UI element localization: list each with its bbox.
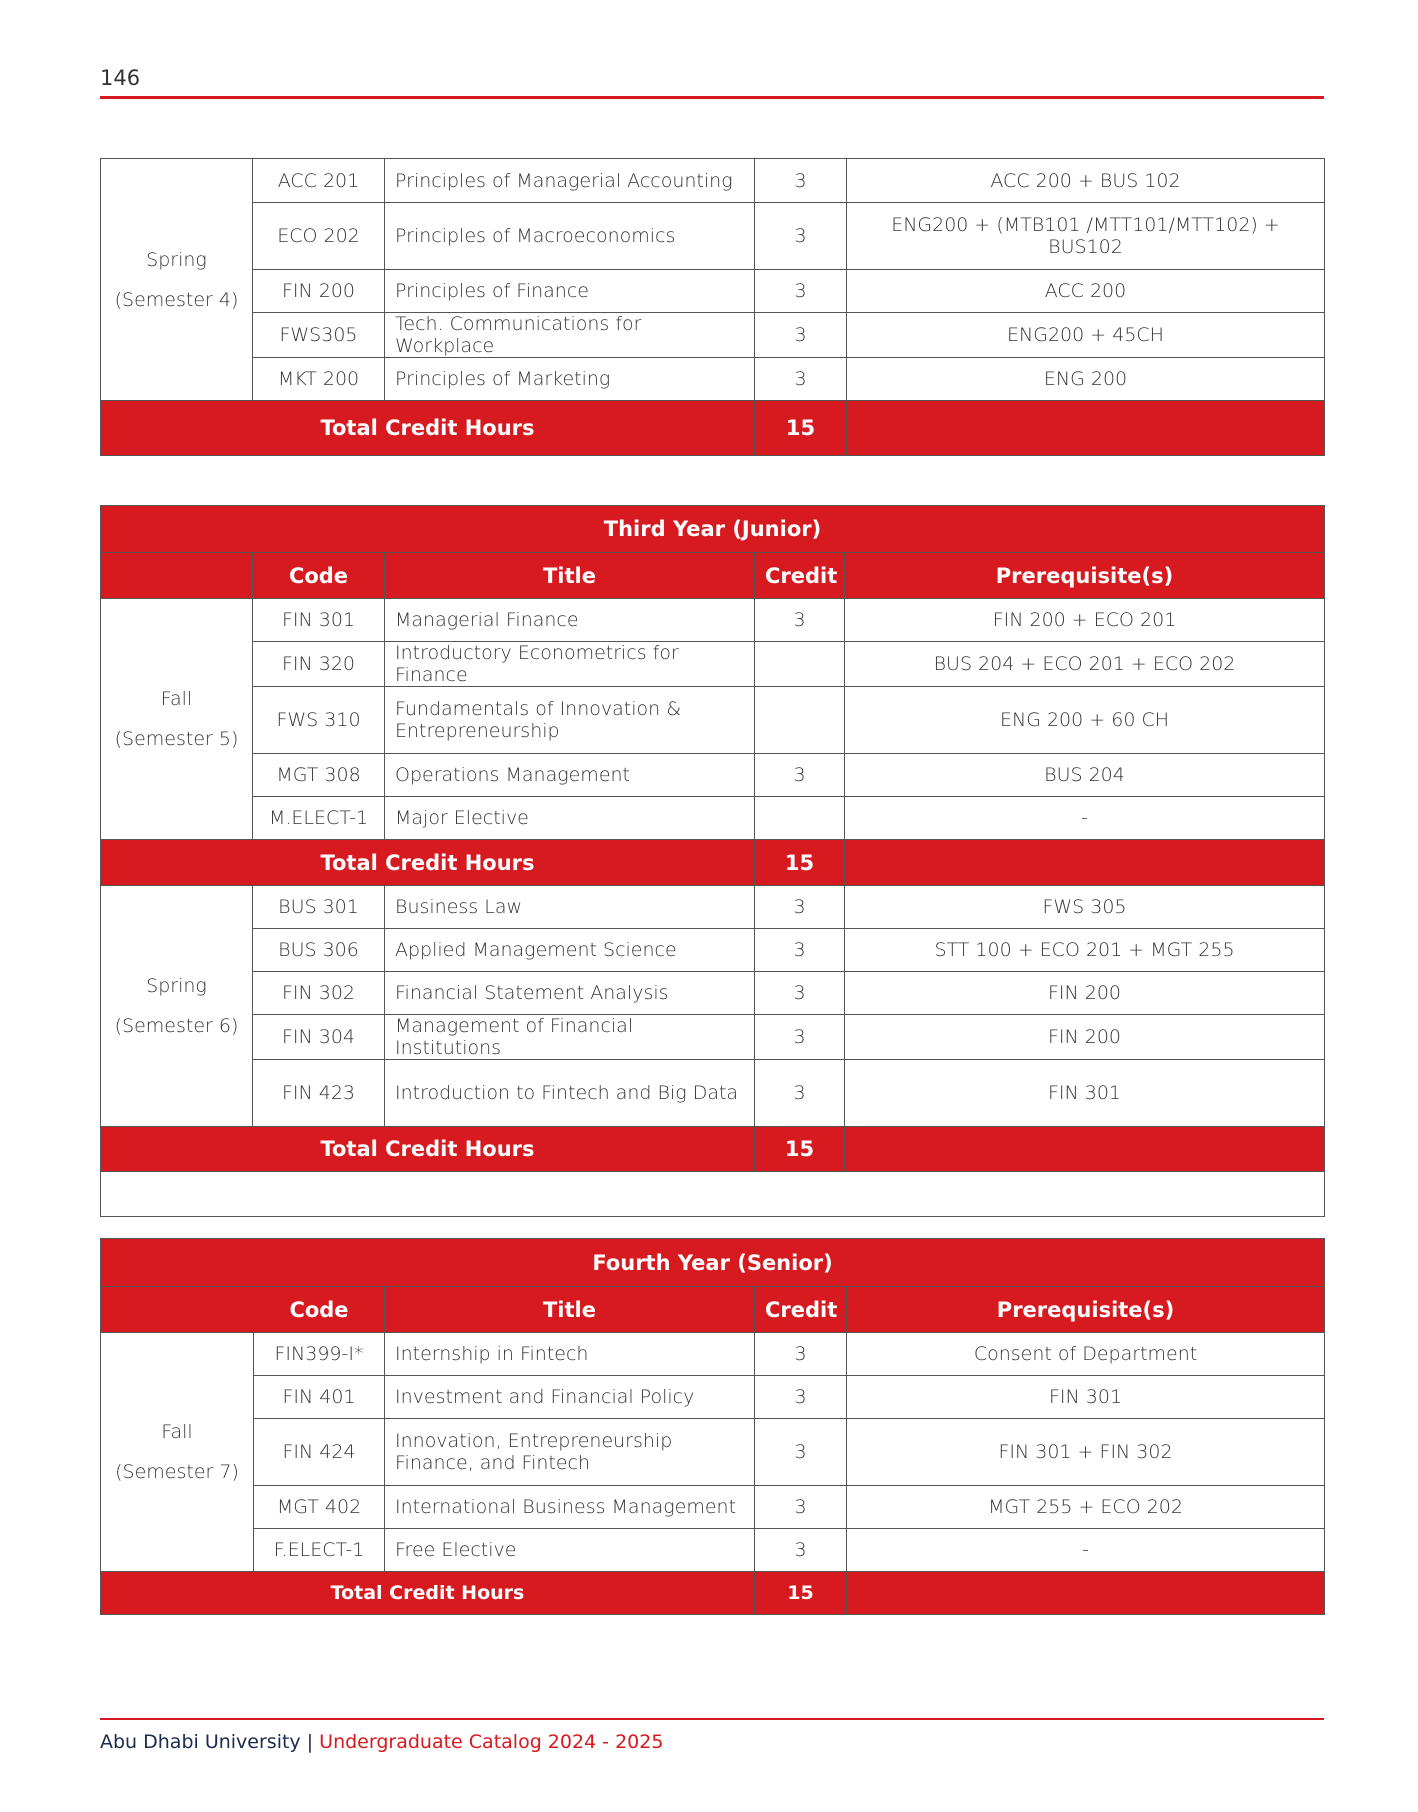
course-prereq: FWS 305 xyxy=(845,886,1325,929)
course-title: Innovation, Entrepreneurship Finance, and Fintech xyxy=(385,1419,755,1486)
course-title: Tech. Communications for Workplace xyxy=(385,313,755,358)
total-label: Total Credit Hours xyxy=(101,1127,755,1172)
term-name: Fall xyxy=(160,688,193,710)
course-code: ACC 201 xyxy=(253,159,385,203)
prereq-header: Prerequisite(s) xyxy=(845,553,1325,599)
course-prereq: FIN 200 xyxy=(845,1015,1325,1060)
course-title: Introductory Econometrics for Finance xyxy=(385,642,755,687)
course-code: MGT 402 xyxy=(254,1486,385,1529)
term-name: Spring xyxy=(146,248,207,271)
total-label: Total Credit Hours xyxy=(101,1572,755,1615)
spring-semester-4-table xyxy=(100,158,1325,456)
table-row xyxy=(101,1529,1325,1572)
total-value: 15 xyxy=(755,1127,845,1172)
course-code: FIN 423 xyxy=(253,1060,385,1127)
total-label: Total Credit Hours xyxy=(101,840,755,886)
semester-label xyxy=(101,886,253,1127)
course-code: FIN 301 xyxy=(253,599,385,642)
footer-separator: | xyxy=(300,1731,320,1753)
table-row xyxy=(101,1015,1325,1060)
course-credit: 3 xyxy=(755,754,845,797)
table-row xyxy=(101,687,1325,754)
course-title: Management of Financial Institutions xyxy=(385,1015,755,1060)
total-blank xyxy=(845,1127,1325,1172)
third-year-table xyxy=(100,505,1325,1217)
course-prereq: STT 100 + ECO 201 + MGT 255 xyxy=(845,929,1325,972)
course-code: ECO 202 xyxy=(253,203,385,270)
course-credit: 3 xyxy=(755,1529,847,1572)
course-code: FWS305 xyxy=(253,313,385,358)
header-rule xyxy=(100,96,1324,99)
course-code: FIN 401 xyxy=(254,1376,385,1419)
course-title: Managerial Finance xyxy=(385,599,755,642)
total-label: Total Credit Hours xyxy=(101,401,755,456)
course-prereq: Consent of Department xyxy=(847,1333,1325,1376)
course-code: FWS 310 xyxy=(253,687,385,754)
semester-label xyxy=(101,159,253,401)
course-code: FIN 200 xyxy=(253,270,385,313)
course-prereq: FIN 301 xyxy=(845,1060,1325,1127)
course-credit: 3 xyxy=(755,1015,845,1060)
course-prereq: ENG200 + 45CH xyxy=(847,313,1325,358)
term-name: Fall xyxy=(161,1421,193,1443)
total-value: 15 xyxy=(755,401,847,456)
semester-number: (Semester 4) xyxy=(114,288,239,311)
footer-university: Abu Dhabi University xyxy=(100,1731,301,1753)
table-row xyxy=(101,754,1325,797)
empty-cell xyxy=(101,1172,1325,1217)
course-prereq: FIN 200 + ECO 201 xyxy=(845,599,1325,642)
course-credit xyxy=(755,687,845,754)
prereq-header: Prerequisite(s) xyxy=(847,1287,1325,1333)
table-row xyxy=(101,1419,1325,1486)
course-prereq: - xyxy=(847,1529,1325,1572)
course-prereq: ENG200 + (MTB101 /MTT101/MTT102) + BUS102 xyxy=(847,203,1325,270)
course-title: Business Law xyxy=(385,886,755,929)
total-row xyxy=(101,840,1325,886)
course-credit: 3 xyxy=(755,1419,847,1486)
year-heading: Fourth Year (Senior) xyxy=(101,1239,1325,1287)
table-row xyxy=(101,1486,1325,1529)
course-title: Principles of Marketing xyxy=(385,358,755,401)
course-credit: 3 xyxy=(755,270,847,313)
column-header-row xyxy=(101,1287,1325,1333)
course-prereq: BUS 204 xyxy=(845,754,1325,797)
course-prereq: FIN 200 xyxy=(845,972,1325,1015)
course-code: MKT 200 xyxy=(253,358,385,401)
code-header: Code xyxy=(253,553,385,599)
course-prereq: FIN 301 + FIN 302 xyxy=(847,1419,1325,1486)
course-title: Principles of Finance xyxy=(385,270,755,313)
course-credit: 3 xyxy=(755,159,847,203)
table-row xyxy=(101,159,1325,203)
total-blank xyxy=(845,840,1325,886)
course-prereq: ENG 200 xyxy=(847,358,1325,401)
course-prereq: ACC 200 + BUS 102 xyxy=(847,159,1325,203)
total-value: 15 xyxy=(755,1572,847,1615)
table-row xyxy=(101,1376,1325,1419)
table-row xyxy=(101,358,1325,401)
course-code: FIN399-I* xyxy=(254,1333,385,1376)
table-row xyxy=(101,1333,1325,1376)
course-title: Investment and Financial Policy xyxy=(385,1376,755,1419)
course-prereq: MGT 255 + ECO 202 xyxy=(847,1486,1325,1529)
course-title: Financial Statement Analysis xyxy=(385,972,755,1015)
course-prereq: ACC 200 xyxy=(847,270,1325,313)
course-title: Operations Management xyxy=(385,754,755,797)
course-credit: 3 xyxy=(755,1333,847,1376)
course-code: FIN 424 xyxy=(254,1419,385,1486)
course-title: Major Elective xyxy=(385,797,755,840)
semester-number: (Semester 5) xyxy=(114,728,239,750)
table-row xyxy=(101,642,1325,687)
footer-catalog: Undergraduate Catalog 2024 - 2025 xyxy=(319,1731,664,1753)
blank-header xyxy=(101,1287,254,1333)
course-credit: 3 xyxy=(755,1486,847,1529)
course-title: Introduction to Fintech and Big Data xyxy=(385,1060,755,1127)
course-title: Fundamentals of Innovation & Entrepreneurship xyxy=(385,687,755,754)
course-prereq: ENG 200 + 60 CH xyxy=(845,687,1325,754)
course-code: MGT 308 xyxy=(253,754,385,797)
footer xyxy=(100,1731,663,1753)
total-row xyxy=(101,1572,1325,1615)
footer-rule xyxy=(100,1718,1324,1720)
course-prereq: FIN 301 xyxy=(847,1376,1325,1419)
course-code: BUS 301 xyxy=(253,886,385,929)
blank-header xyxy=(101,553,253,599)
table-row xyxy=(101,203,1325,270)
course-credit: 3 xyxy=(755,358,847,401)
semester-label xyxy=(101,599,253,840)
table-row xyxy=(101,270,1325,313)
table-row xyxy=(101,1060,1325,1127)
course-code: BUS 306 xyxy=(253,929,385,972)
table-row xyxy=(101,313,1325,358)
course-credit: 3 xyxy=(755,203,847,270)
course-credit: 3 xyxy=(755,313,847,358)
course-title: Principles of Macroeconomics xyxy=(385,203,755,270)
course-credit: 3 xyxy=(755,1060,845,1127)
column-header-row xyxy=(101,553,1325,599)
course-credit: 3 xyxy=(755,1376,847,1419)
page-number: 146 xyxy=(100,66,141,90)
course-credit xyxy=(755,797,845,840)
course-title: Principles of Managerial Accounting xyxy=(385,159,755,203)
table-row xyxy=(101,599,1325,642)
course-credit: 3 xyxy=(755,599,845,642)
table-row xyxy=(101,929,1325,972)
title-header: Title xyxy=(385,1287,755,1333)
empty-row xyxy=(101,1172,1325,1217)
course-credit: 3 xyxy=(755,972,845,1015)
course-title: Internship in Fintech xyxy=(385,1333,755,1376)
code-header: Code xyxy=(254,1287,385,1333)
course-code: F.ELECT-1 xyxy=(254,1529,385,1572)
course-title: International Business Management xyxy=(385,1486,755,1529)
course-title: Free Elective xyxy=(385,1529,755,1572)
credit-header: Credit xyxy=(755,553,845,599)
total-blank xyxy=(847,1572,1325,1615)
course-prereq: BUS 204 + ECO 201 + ECO 202 xyxy=(845,642,1325,687)
course-title: Applied Management Science xyxy=(385,929,755,972)
course-code: FIN 320 xyxy=(253,642,385,687)
course-code: FIN 302 xyxy=(253,972,385,1015)
semester-number: (Semester 7) xyxy=(115,1461,239,1483)
course-prereq: - xyxy=(845,797,1325,840)
course-code: FIN 304 xyxy=(253,1015,385,1060)
semester-number: (Semester 6) xyxy=(114,1015,239,1037)
table-row xyxy=(101,797,1325,840)
table-row xyxy=(101,972,1325,1015)
term-name: Spring xyxy=(146,975,207,997)
credit-header: Credit xyxy=(755,1287,847,1333)
semester-label xyxy=(101,1333,254,1572)
year-header-row xyxy=(101,1239,1325,1287)
year-heading: Third Year (Junior) xyxy=(101,506,1325,553)
table-row xyxy=(101,886,1325,929)
course-code: M.ELECT-1 xyxy=(253,797,385,840)
year-header-row xyxy=(101,506,1325,553)
total-row xyxy=(101,1127,1325,1172)
course-credit: 3 xyxy=(755,886,845,929)
course-credit xyxy=(755,642,845,687)
title-header: Title xyxy=(385,553,755,599)
fourth-year-table xyxy=(100,1238,1325,1615)
course-credit: 3 xyxy=(755,929,845,972)
total-blank xyxy=(847,401,1325,456)
total-row xyxy=(101,401,1325,456)
total-value: 15 xyxy=(755,840,845,886)
